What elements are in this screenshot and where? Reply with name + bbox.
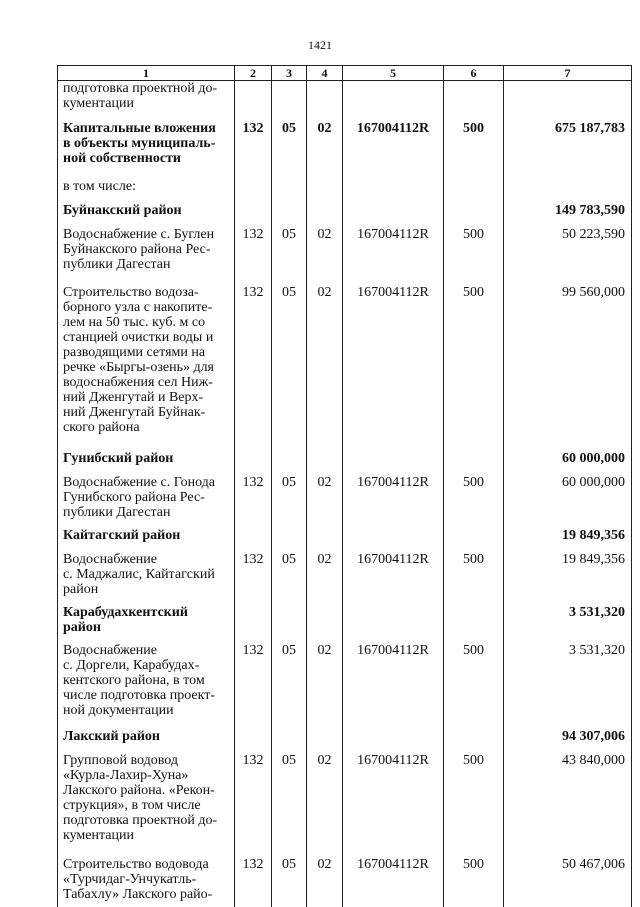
code-ministry [235, 729, 272, 753]
code-subsection [307, 179, 343, 203]
amount: 60 000,000 [504, 451, 632, 475]
item-name: Карабудахкентский район [58, 605, 235, 643]
code-target-article: 167004112R [343, 121, 444, 179]
code-expense-type: 500 [444, 475, 504, 528]
item-name: Водоснабжение с. Маджалис, Кайтагский район [58, 552, 235, 605]
header-col-7: 7 [504, 66, 632, 81]
code-ministry: 132 [235, 643, 272, 729]
code-section [272, 179, 307, 203]
item-name: Водоснабжение с. Буглен Буйнакского района Рес- публики Дагестан [58, 227, 235, 285]
table-header [58, 66, 632, 81]
code-expense-type: 500 [444, 643, 504, 729]
code-subsection: 02 [307, 475, 343, 528]
table-row [58, 451, 632, 475]
code-subsection: 02 [307, 121, 343, 179]
code-target-article: 167004112R [343, 475, 444, 528]
amount: 50 467,006 [504, 857, 632, 907]
code-target-article: 167004112R [343, 753, 444, 857]
amount: 43 840,000 [504, 753, 632, 857]
code-target-article [343, 605, 444, 643]
table-row [58, 285, 632, 451]
item-name: Строительство водовода «Турчидаг-Унчукатль- Табахлу» Лакского райо- [58, 857, 235, 907]
code-subsection [307, 203, 343, 227]
code-ministry [235, 528, 272, 552]
header-col-6: 6 [444, 66, 504, 81]
code-expense-type: 500 [444, 227, 504, 285]
amount: 3 531,320 [504, 605, 632, 643]
code-ministry [235, 203, 272, 227]
amount [504, 81, 632, 121]
budget-table-container [57, 65, 631, 907]
code-section [272, 203, 307, 227]
amount: 3 531,320 [504, 643, 632, 729]
code-expense-type: 500 [444, 285, 504, 451]
table-row [58, 729, 632, 753]
code-section: 05 [272, 227, 307, 285]
table-row [58, 643, 632, 729]
table-row [58, 179, 632, 203]
code-ministry: 132 [235, 121, 272, 179]
item-name: Строительство водоза- борного узла с накопите- лем на 50 тыс. куб. м со станцией очистки воды и разводящими сетями на речке «Быргы-озень» для водоснабжения сел Ниж- ний Дженгутай и Верх- ний Дженгутай Буйнак- ского района [58, 285, 235, 451]
code-ministry [235, 605, 272, 643]
amount [504, 179, 632, 203]
budget-table [57, 65, 632, 907]
code-section [272, 528, 307, 552]
header-col-1: 1 [58, 66, 235, 81]
code-ministry [235, 451, 272, 475]
amount: 675 187,783 [504, 121, 632, 179]
code-section: 05 [272, 857, 307, 907]
code-subsection [307, 81, 343, 121]
code-target-article: 167004112R [343, 857, 444, 907]
header-row [58, 66, 632, 81]
item-name: Групповой водовод «Курла-Лахир-Хуна» Лакского района. «Рекон- струкция», в том числе подготовка проектной до- кументации [58, 753, 235, 857]
code-section [272, 605, 307, 643]
page-number: 1421 [308, 38, 332, 52]
code-expense-type [444, 451, 504, 475]
code-ministry: 132 [235, 285, 272, 451]
amount: 149 783,590 [504, 203, 632, 227]
code-section: 05 [272, 121, 307, 179]
code-subsection: 02 [307, 643, 343, 729]
table-row [58, 528, 632, 552]
header-col-5: 5 [343, 66, 444, 81]
code-target-article [343, 203, 444, 227]
table-row [58, 81, 632, 121]
code-section [272, 729, 307, 753]
table-row [58, 857, 632, 907]
code-section: 05 [272, 753, 307, 857]
item-name: Кайтагский район [58, 528, 235, 552]
code-ministry: 132 [235, 753, 272, 857]
amount: 50 223,590 [504, 227, 632, 285]
code-expense-type: 500 [444, 121, 504, 179]
code-expense-type [444, 81, 504, 121]
code-ministry: 132 [235, 552, 272, 605]
code-section: 05 [272, 643, 307, 729]
item-name: Лакский район [58, 729, 235, 753]
table-body [58, 81, 632, 907]
code-expense-type [444, 179, 504, 203]
code-target-article: 167004112R [343, 285, 444, 451]
code-target-article [343, 528, 444, 552]
code-ministry [235, 81, 272, 121]
item-name: в том числе: [58, 179, 235, 203]
table-row [58, 227, 632, 285]
code-section: 05 [272, 552, 307, 605]
code-section: 05 [272, 475, 307, 528]
header-col-2: 2 [235, 66, 272, 81]
code-subsection: 02 [307, 857, 343, 907]
amount: 60 000,000 [504, 475, 632, 528]
code-target-article: 167004112R [343, 227, 444, 285]
amount: 99 560,000 [504, 285, 632, 451]
code-subsection: 02 [307, 753, 343, 857]
header-col-4: 4 [307, 66, 343, 81]
code-subsection [307, 528, 343, 552]
item-name: Гунибский район [58, 451, 235, 475]
code-target-article [343, 729, 444, 753]
code-ministry: 132 [235, 857, 272, 907]
item-name: подготовка проектной до- кументации [58, 81, 235, 121]
code-expense-type [444, 528, 504, 552]
code-subsection [307, 605, 343, 643]
code-expense-type [444, 605, 504, 643]
code-subsection: 02 [307, 285, 343, 451]
code-subsection [307, 729, 343, 753]
header-col-3: 3 [272, 66, 307, 81]
amount: 94 307,006 [504, 729, 632, 753]
code-expense-type: 500 [444, 857, 504, 907]
code-expense-type [444, 729, 504, 753]
item-name: Водоснабжение с. Гонода Гунибского района Рес- публики Дагестан [58, 475, 235, 528]
code-subsection [307, 451, 343, 475]
table-row [58, 203, 632, 227]
item-name: Буйнакский район [58, 203, 235, 227]
code-target-article [343, 179, 444, 203]
code-section [272, 451, 307, 475]
amount: 19 849,356 [504, 552, 632, 605]
code-target-article: 167004112R [343, 552, 444, 605]
code-ministry: 132 [235, 475, 272, 528]
code-expense-type: 500 [444, 552, 504, 605]
code-target-article [343, 81, 444, 121]
code-target-article [343, 451, 444, 475]
code-subsection: 02 [307, 227, 343, 285]
amount: 19 849,356 [504, 528, 632, 552]
table-row [58, 475, 632, 528]
code-expense-type: 500 [444, 753, 504, 857]
table-row [58, 605, 632, 643]
code-target-article: 167004112R [343, 643, 444, 729]
code-ministry [235, 179, 272, 203]
code-expense-type [444, 203, 504, 227]
table-row [58, 753, 632, 857]
code-subsection: 02 [307, 552, 343, 605]
code-section [272, 81, 307, 121]
item-name: Водоснабжение с. Доргели, Карабудах- кентского района, в том числе подготовка проект- ной документации [58, 643, 235, 729]
code-section: 05 [272, 285, 307, 451]
code-ministry: 132 [235, 227, 272, 285]
table-row [58, 552, 632, 605]
table-row [58, 121, 632, 179]
item-name: Капитальные вложения в объекты муниципаль- ной собственности [58, 121, 235, 179]
